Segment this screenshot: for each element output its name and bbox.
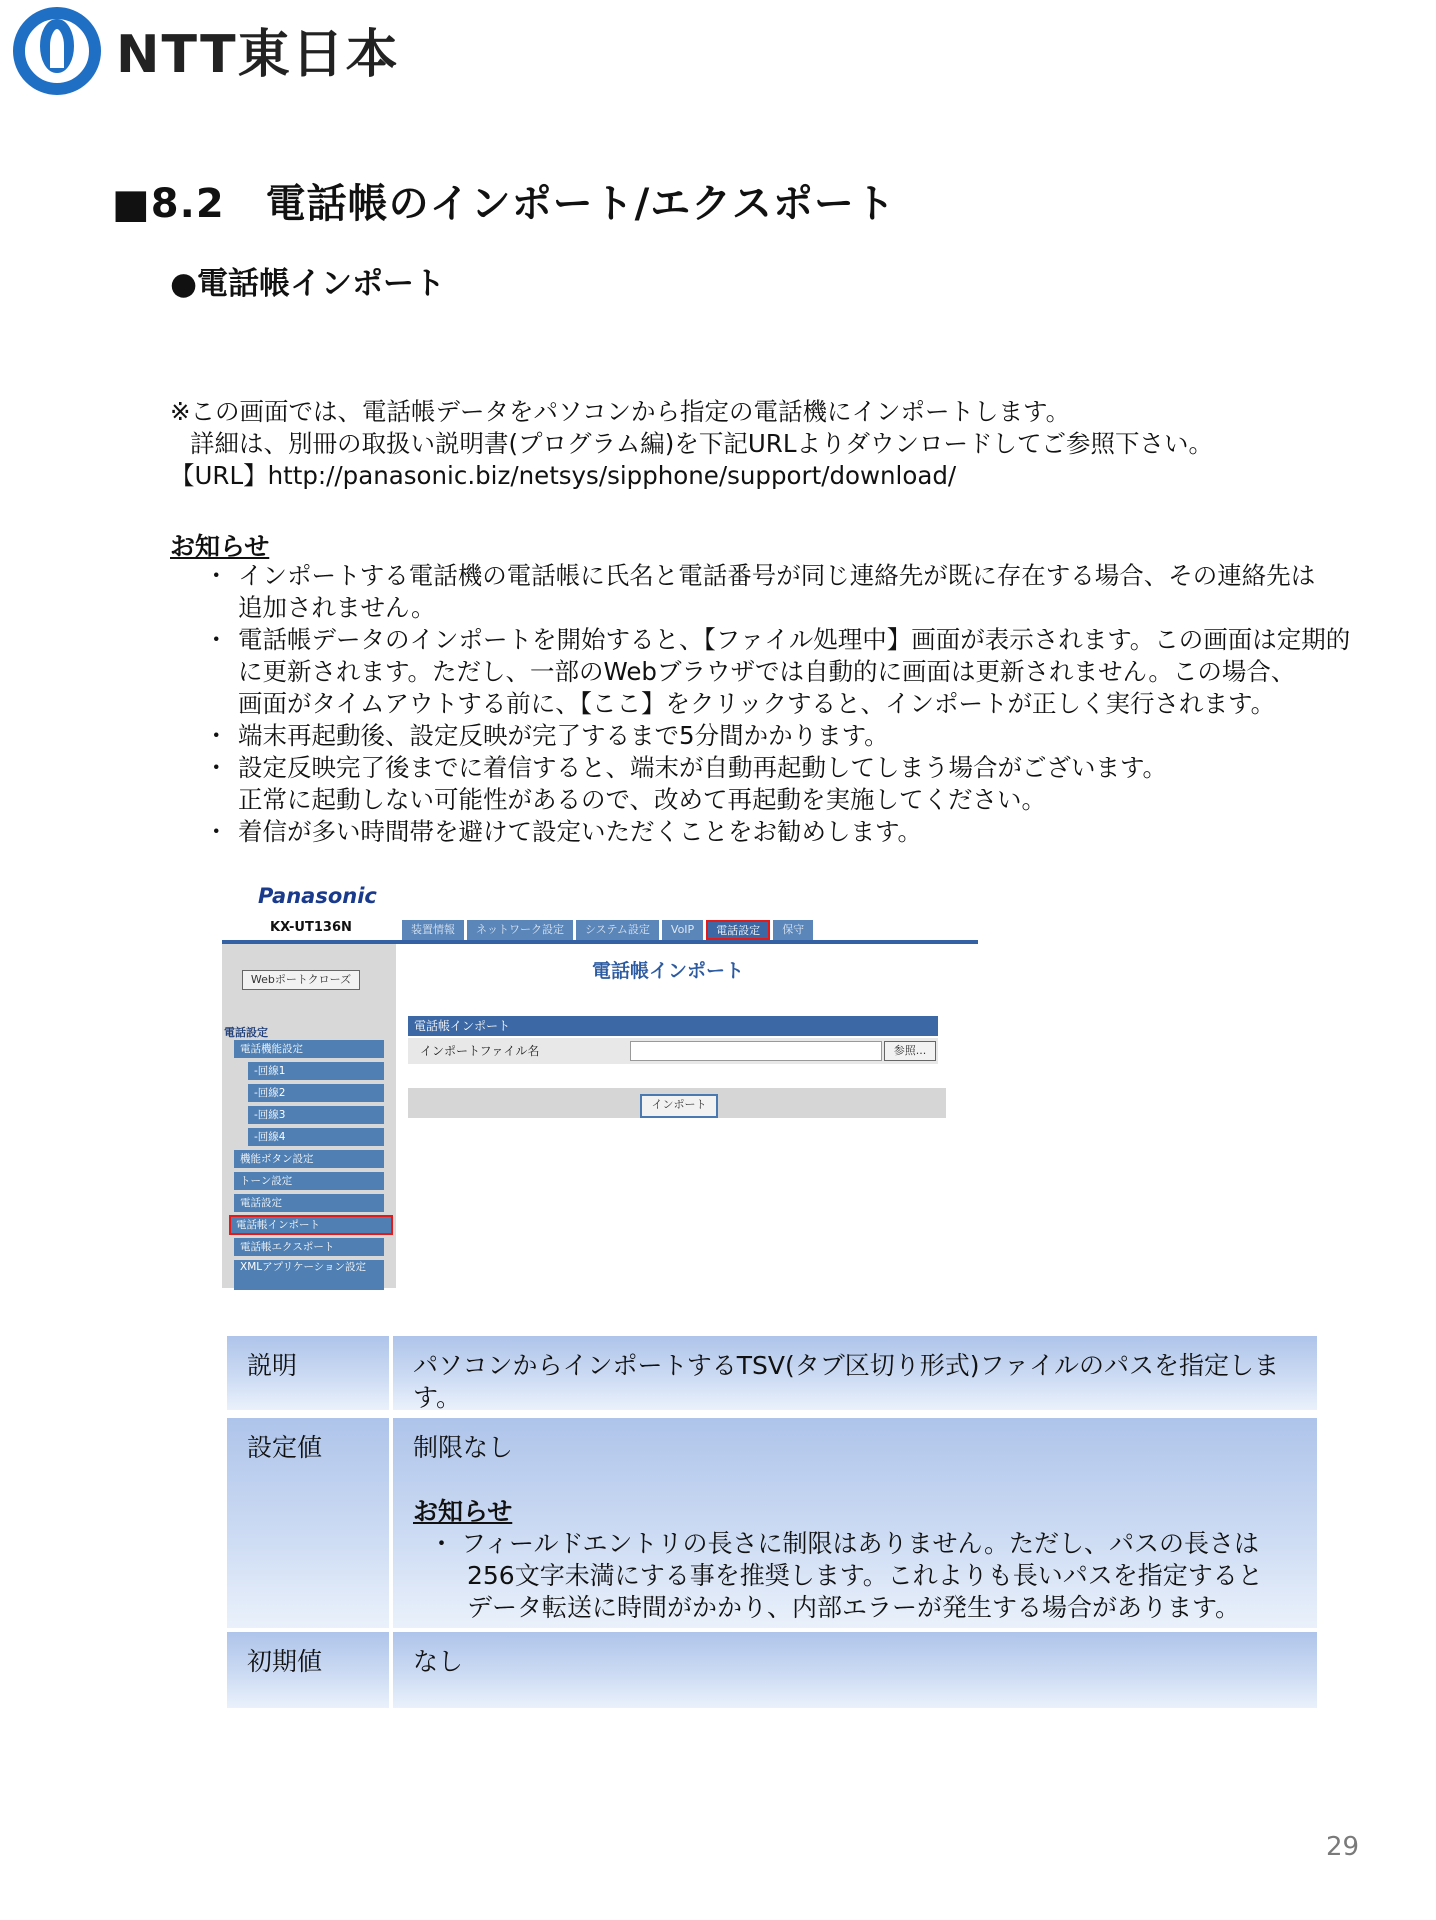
bullet: ・ <box>429 1529 455 1558</box>
row-label: 初期値 <box>227 1632 389 1708</box>
tab-voip[interactable]: VoIP <box>662 920 703 940</box>
notice-line: 電話帳データのインポートを開始すると、【ファイル処理中】画面が表示されます。この画面は定期的 <box>238 625 1351 654</box>
notice-list <box>200 560 1400 848</box>
notice-line: 端末再起動後、設定反映が完了するまで5分間かかります。 <box>238 721 889 750</box>
panel-heading: 電話帳インポート <box>408 1016 938 1036</box>
sidebar-item-phonebook-import[interactable]: 電話帳インポート <box>230 1216 392 1234</box>
sidebar-item-tone[interactable]: トーン設定 <box>234 1172 384 1190</box>
row-value <box>393 1418 1317 1628</box>
model-name: KX-UT136N <box>270 920 352 935</box>
setting-value: 制限なし <box>413 1433 514 1462</box>
notice-item <box>200 624 1400 720</box>
sidebar-item-function-button[interactable]: 機能ボタン設定 <box>234 1150 384 1168</box>
panasonic-logo: Panasonic <box>258 884 377 908</box>
section-title: ■8.2 電話帳のインポート/エクスポート <box>112 181 896 227</box>
notice-line: 256文字未満にする事を推奨します。これよりも長いパスを指定すると <box>467 1561 1263 1590</box>
row-value: パソコンからインポートするTSV(タブ区切り形式)ファイルのパスを指定します。 <box>393 1336 1317 1410</box>
notice-line: 着信が多い時間帯を避けて設定いただくことをお勧めします。 <box>238 817 923 846</box>
web-port-close-button[interactable]: Webポートクローズ <box>242 970 360 990</box>
notice-line: 画面がタイムアウトする前に、【ここ】をクリックすると、インポートが正しく実行されます。 <box>238 689 1276 718</box>
notice-line: インポートする電話機の電話帳に氏名と電話番号が同じ連絡先が既に存在する場合、その連絡先は <box>238 561 1316 590</box>
sidebar <box>222 944 396 1288</box>
table-notice-item <box>413 1528 1317 1624</box>
url-line: 【URL】http://panasonic.biz/netsys/sipphone/support/download/ <box>170 461 957 490</box>
sidebar-item-telephone[interactable]: 電話設定 <box>234 1194 384 1212</box>
sidebar-item-xml-app[interactable]: XMLアプリケーション設定 <box>234 1260 384 1290</box>
table-row <box>227 1418 1317 1628</box>
notice-line: 設定反映完了後までに着信すると、端末が自動再起動してしまう場合がございます。 <box>238 753 1168 782</box>
intro-line: ※この画面では、電話帳データをパソコンから指定の電話機にインポートします。 <box>170 397 1071 426</box>
browse-button[interactable]: 参照... <box>884 1041 936 1061</box>
table-row <box>227 1632 1317 1708</box>
intro-text <box>170 396 1213 492</box>
row-label: 設定値 <box>227 1418 389 1628</box>
notice-item <box>200 560 1400 624</box>
tab-status[interactable]: 装置情報 <box>402 920 464 940</box>
notice-line: データ転送に時間がかかり、内部エラーが発生する場合があります。 <box>467 1593 1241 1622</box>
sidebar-item-phone-function[interactable]: 電話機能設定 <box>234 1040 384 1058</box>
tab-network[interactable]: ネットワーク設定 <box>467 920 573 940</box>
sidebar-item-line2[interactable]: -回線2 <box>248 1084 384 1102</box>
sidebar-heading: 電話設定 <box>224 1026 268 1039</box>
row-value: なし <box>393 1632 1317 1708</box>
intro-line: 詳細は、別冊の取扱い説明書(プログラム編)を下記URLよりダウンロードしてご参照下さい。 <box>190 429 1213 458</box>
main-title: 電話帳インポート <box>592 960 745 982</box>
sidebar-item-line3[interactable]: -回線3 <box>248 1106 384 1124</box>
tab-telephone[interactable]: 電話設定 <box>706 920 770 940</box>
notice-item <box>200 720 1400 752</box>
sidebar-item-line1[interactable]: -回線1 <box>248 1062 384 1080</box>
notice-line: フィールドエントリの長さに制限はありません。ただし、パスの長さは <box>461 1529 1260 1558</box>
import-submit-button[interactable]: インポート <box>640 1094 718 1118</box>
table-notice-heading: お知らせ <box>413 1497 513 1526</box>
tab-maintenance[interactable]: 保守 <box>773 920 813 940</box>
bullet: ・ <box>204 561 229 590</box>
device-ui-screenshot <box>222 880 978 1288</box>
notice-line: 追加されません。 <box>238 593 436 622</box>
bullet: ・ <box>204 753 229 782</box>
import-file-label: インポートファイル名 <box>420 1044 540 1058</box>
sidebar-item-phonebook-export[interactable]: 電話帳エクスポート <box>234 1238 384 1256</box>
import-file-input[interactable] <box>630 1041 882 1061</box>
tab-system[interactable]: システム設定 <box>576 920 659 940</box>
parameter-table <box>227 1336 1317 1708</box>
notice-item <box>200 752 1400 816</box>
bullet: ・ <box>204 721 229 750</box>
ntt-logo-icon <box>12 6 102 96</box>
logo-text: NTT東日本 <box>116 25 400 85</box>
tab-bar <box>402 920 813 940</box>
notice-item <box>200 816 1400 848</box>
page-number: 29 <box>1326 1832 1360 1862</box>
notice-line: 正常に起動しない可能性があるので、改めて再起動を実施してください。 <box>238 785 1047 814</box>
sub-title: ●電話帳インポート <box>170 266 446 302</box>
bullet: ・ <box>204 625 229 654</box>
table-row <box>227 1336 1317 1410</box>
notice-line: に更新されます。ただし、一部のWebブラウザでは自動的に画面は更新されません。この場合、 <box>238 657 1296 686</box>
notice-heading: お知らせ <box>170 532 270 561</box>
row-label: 説明 <box>227 1336 389 1410</box>
bullet: ・ <box>204 817 229 846</box>
sidebar-item-line4[interactable]: -回線4 <box>248 1128 384 1146</box>
